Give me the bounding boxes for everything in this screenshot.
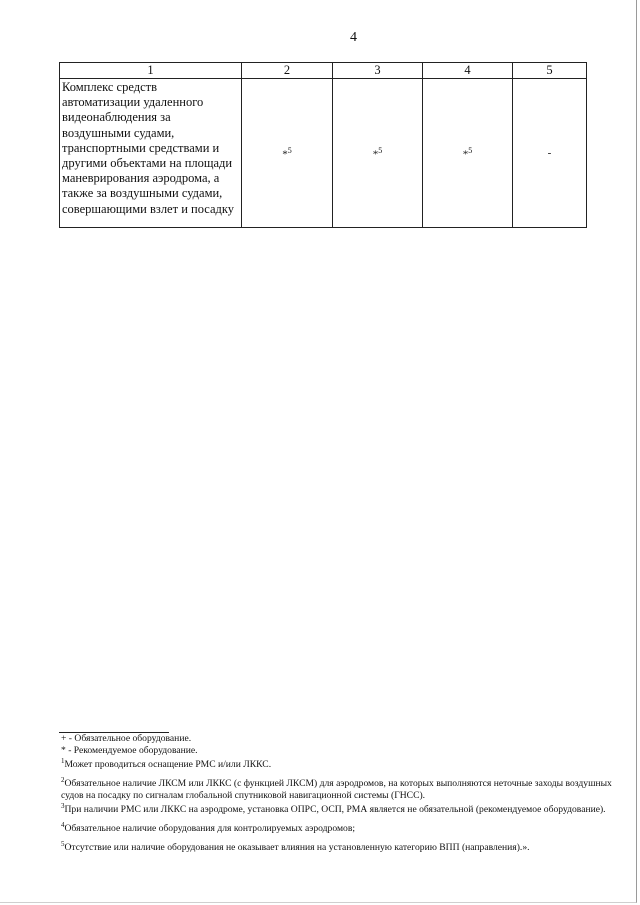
name-line: Комплекс средств bbox=[62, 80, 158, 94]
header-col-5: 5 bbox=[513, 63, 587, 79]
name-line: маневрирования аэродрома, а bbox=[62, 171, 220, 186]
footnote-ref: 5 bbox=[287, 145, 292, 155]
footnote-number: 4 bbox=[61, 821, 65, 830]
footnote-number: 1 bbox=[61, 757, 65, 766]
footnote-ref: 5 bbox=[468, 145, 473, 155]
cell-col-4 bbox=[423, 79, 513, 228]
cell-col-2 bbox=[242, 79, 333, 228]
recommended-mark: * bbox=[462, 148, 469, 161]
footnote-3 bbox=[61, 801, 621, 816]
name-line: совершающими взлет и посадку bbox=[62, 201, 235, 216]
name-line: автоматизации удаленного bbox=[62, 95, 204, 110]
name-line: воздушными судами, bbox=[62, 125, 175, 140]
table-row bbox=[60, 79, 587, 228]
header-col-1: 1 bbox=[60, 63, 242, 79]
footnote-text: Отсутствие или наличие оборудования не оказывает влияния на установленную категорию ВПП (направления).». bbox=[64, 842, 530, 854]
recommended-mark: * bbox=[282, 148, 288, 161]
footnote-1 bbox=[61, 756, 621, 771]
table-header-row bbox=[60, 63, 587, 79]
recommended-mark: * bbox=[372, 148, 379, 161]
header-col-3: 3 bbox=[333, 63, 423, 79]
cell-col-3 bbox=[333, 79, 423, 228]
footnote-text: Обязательное наличие оборудования для контролируемых аэродромов; bbox=[64, 823, 356, 835]
footnote-4 bbox=[61, 820, 621, 835]
cell-col-5: - bbox=[513, 79, 587, 228]
footnote-number: 3 bbox=[61, 802, 65, 811]
footnote-number: 2 bbox=[61, 775, 65, 784]
name-line: другими объектами на площади bbox=[62, 156, 233, 171]
footnote-plus: + - Обязательное оборудование. bbox=[61, 733, 192, 744]
equipment-name-cell bbox=[60, 79, 242, 228]
header-col-2: 2 bbox=[242, 63, 333, 79]
footnote-2 bbox=[61, 775, 621, 801]
footnote-star: * - Рекомендуемое оборудование. bbox=[61, 744, 198, 756]
footnote-text: При наличии РМС или ЛККС на аэродроме, установка ОПРС, ОСП, РМА является не обязательной (рекомендуемое оборудование). bbox=[64, 804, 606, 816]
name-line: видеонаблюдения за bbox=[62, 110, 171, 125]
footnote-ref: 5 bbox=[378, 145, 383, 155]
name-line: также за воздушными судами, bbox=[62, 186, 223, 201]
page-number: 4 bbox=[350, 30, 357, 45]
footnote-text: Обязательное наличие ЛКСМ или ЛККС (с функцией ЛКСМ) для аэродромов, на которых выполняются неточные заходы воздушных судов на посадку по сигналам глобальной спутниковой навигационной системы (ГНСС). bbox=[61, 778, 612, 801]
name-line: транспортными средствами и bbox=[62, 140, 220, 155]
footnote-5 bbox=[61, 839, 621, 854]
footnotes bbox=[61, 733, 621, 854]
header-col-4: 4 bbox=[423, 63, 513, 79]
equipment-table bbox=[59, 62, 587, 228]
footnote-number: 5 bbox=[61, 839, 65, 848]
footnote-text: Может проводиться оснащение РМС и/или ЛККС. bbox=[64, 759, 272, 771]
